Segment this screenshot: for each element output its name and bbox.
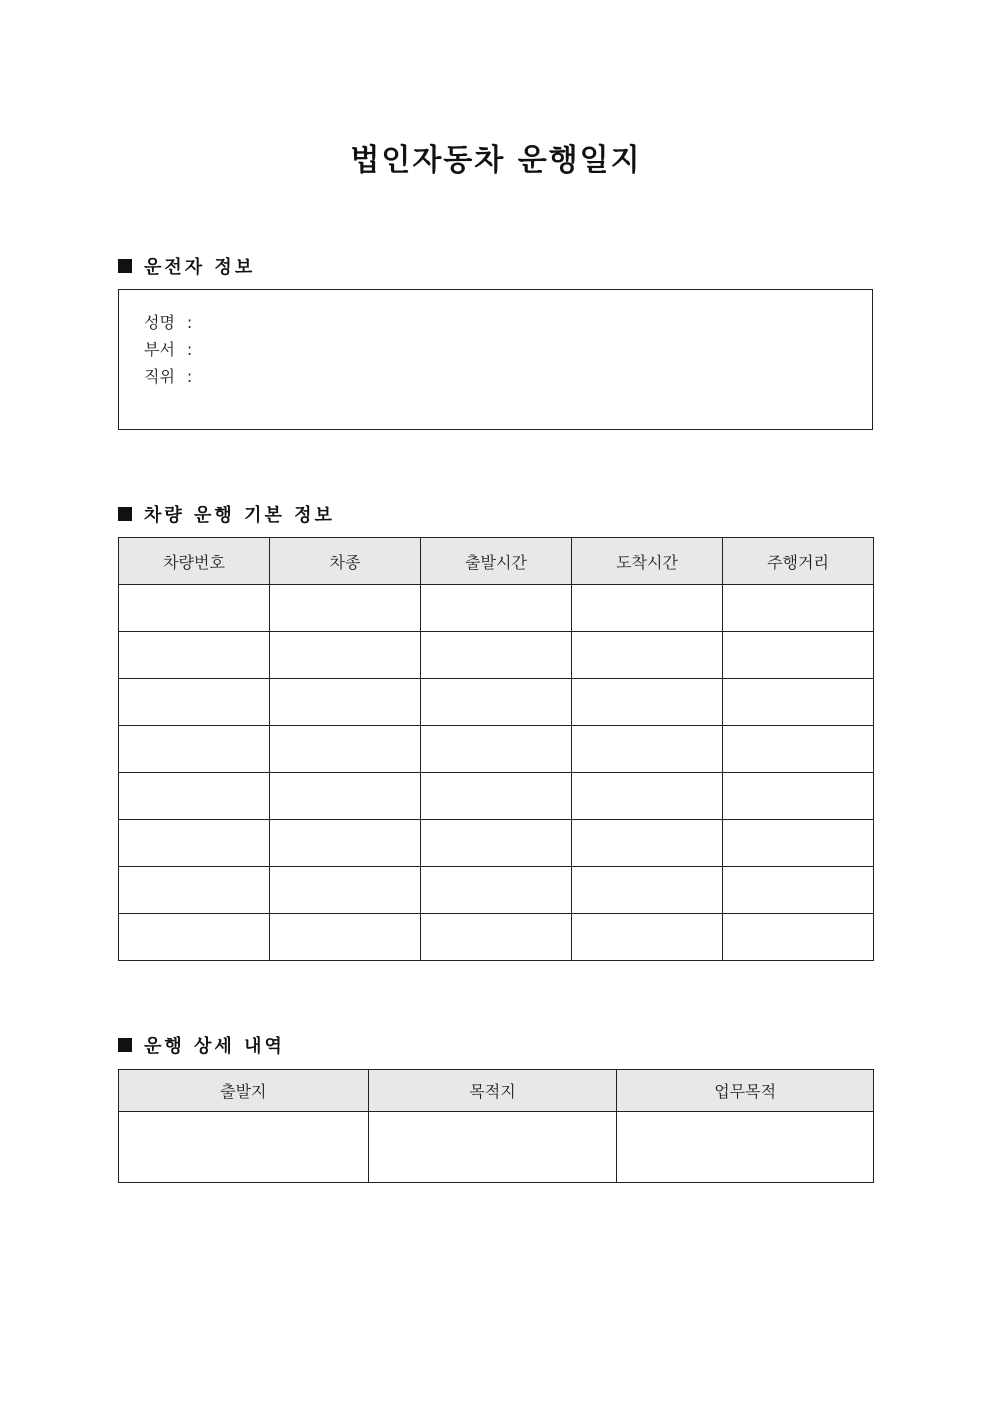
- column-header: 차량번호: [119, 538, 270, 585]
- table-cell[interactable]: [270, 773, 421, 820]
- square-bullet-icon: [118, 259, 132, 273]
- driver-info-box: [118, 289, 873, 430]
- table-cell[interactable]: [421, 679, 572, 726]
- table-cell[interactable]: [421, 820, 572, 867]
- table-cell[interactable]: [572, 867, 723, 914]
- table-cell[interactable]: [572, 726, 723, 773]
- driver-info-heading-text: 운전자 정보: [144, 257, 256, 278]
- table-row: [119, 585, 874, 632]
- table-cell[interactable]: [723, 914, 874, 961]
- position-label: 직위: [144, 367, 175, 386]
- column-header: 업무목적: [617, 1070, 874, 1112]
- table-cell[interactable]: [572, 773, 723, 820]
- table-cell[interactable]: [421, 773, 572, 820]
- table-header-row: [119, 1070, 874, 1112]
- table-row: [119, 679, 874, 726]
- table-cell[interactable]: [270, 867, 421, 914]
- table-cell[interactable]: [119, 773, 270, 820]
- column-header: 차종: [270, 538, 421, 585]
- table-cell[interactable]: [119, 585, 270, 632]
- table-cell[interactable]: [270, 726, 421, 773]
- trip-detail-table-body: [119, 1112, 874, 1183]
- square-bullet-icon: [118, 507, 132, 521]
- table-cell[interactable]: [421, 867, 572, 914]
- vehicle-info-heading-text: 차량 운행 기본 정보: [144, 505, 335, 526]
- table-cell[interactable]: [270, 585, 421, 632]
- table-cell[interactable]: [572, 632, 723, 679]
- position-field[interactable]: [144, 364, 192, 387]
- table-cell[interactable]: [723, 632, 874, 679]
- column-header: 출발지: [119, 1070, 369, 1112]
- table-cell[interactable]: [270, 679, 421, 726]
- table-row: [119, 773, 874, 820]
- table-cell[interactable]: [617, 1112, 874, 1183]
- vehicle-info-table: [118, 537, 874, 961]
- department-label: 부서: [144, 340, 175, 359]
- table-cell[interactable]: [723, 679, 874, 726]
- column-header: 목적지: [368, 1070, 617, 1112]
- table-cell[interactable]: [723, 726, 874, 773]
- table-cell[interactable]: [421, 914, 572, 961]
- vehicle-info-heading: [118, 501, 335, 527]
- name-colon: :: [186, 313, 193, 332]
- table-cell[interactable]: [368, 1112, 617, 1183]
- table-cell[interactable]: [723, 773, 874, 820]
- table-cell[interactable]: [119, 679, 270, 726]
- table-row: [119, 1112, 874, 1183]
- table-cell[interactable]: [572, 820, 723, 867]
- column-header: 출발시간: [421, 538, 572, 585]
- table-cell[interactable]: [572, 679, 723, 726]
- driver-info-heading: [118, 253, 255, 279]
- table-cell[interactable]: [723, 820, 874, 867]
- trip-detail-heading: [118, 1032, 285, 1058]
- table-row: [119, 914, 874, 961]
- department-colon: :: [186, 340, 193, 359]
- trip-detail-heading-text: 운행 상세 내역: [144, 1036, 285, 1057]
- table-cell[interactable]: [119, 726, 270, 773]
- table-row: [119, 867, 874, 914]
- table-row: [119, 726, 874, 773]
- position-colon: :: [186, 367, 193, 386]
- table-cell[interactable]: [421, 632, 572, 679]
- square-bullet-icon: [118, 1038, 132, 1052]
- table-cell[interactable]: [421, 726, 572, 773]
- table-cell[interactable]: [119, 914, 270, 961]
- department-field[interactable]: [144, 337, 192, 360]
- table-cell[interactable]: [572, 914, 723, 961]
- table-row: [119, 632, 874, 679]
- column-header: 주행거리: [723, 538, 874, 585]
- name-field[interactable]: [144, 310, 192, 333]
- table-cell[interactable]: [119, 867, 270, 914]
- trip-detail-table: [118, 1069, 874, 1183]
- table-cell[interactable]: [119, 820, 270, 867]
- column-header: 도착시간: [572, 538, 723, 585]
- name-label: 성명: [144, 313, 175, 332]
- table-cell[interactable]: [270, 820, 421, 867]
- table-row: [119, 820, 874, 867]
- table-cell[interactable]: [421, 585, 572, 632]
- table-cell[interactable]: [723, 585, 874, 632]
- vehicle-info-table-body: [119, 585, 874, 961]
- table-cell[interactable]: [723, 867, 874, 914]
- table-header-row: [119, 538, 874, 585]
- table-cell[interactable]: [572, 585, 723, 632]
- table-cell[interactable]: [119, 632, 270, 679]
- table-cell[interactable]: [119, 1112, 369, 1183]
- table-cell[interactable]: [270, 632, 421, 679]
- table-cell[interactable]: [270, 914, 421, 961]
- document-title: 법인자동차 운행일지: [350, 143, 642, 178]
